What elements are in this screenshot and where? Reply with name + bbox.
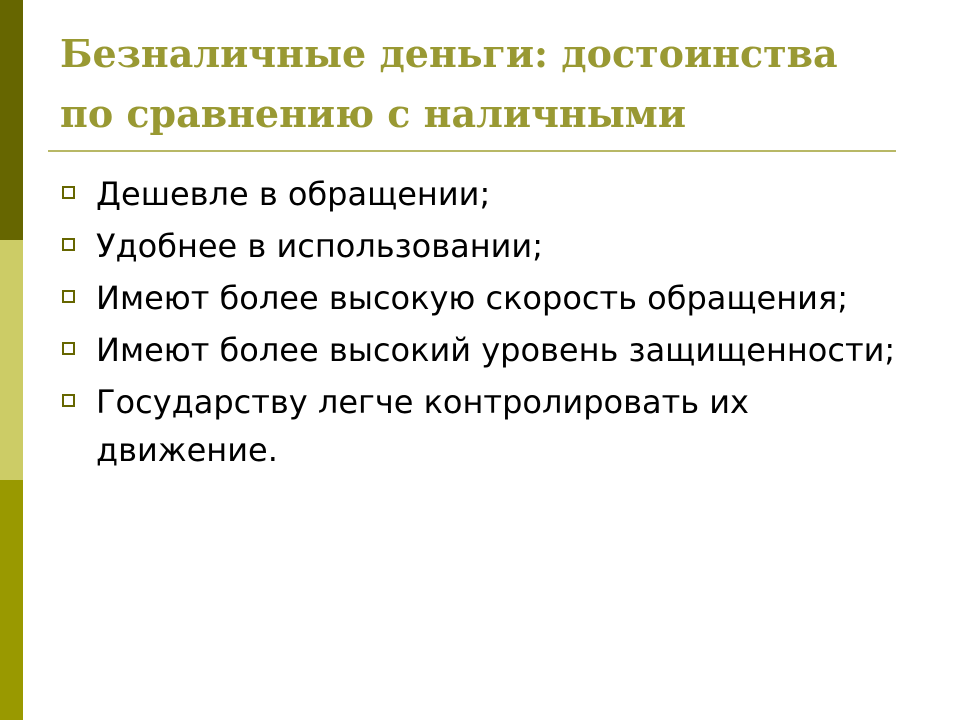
hollow-square-bullet-icon (62, 238, 75, 251)
bullet-item (62, 274, 922, 322)
bullet-item (62, 326, 922, 374)
bullet-text: Государству легче контролировать их движение. (96, 383, 749, 469)
bullet-text: Дешевле в обращении; (96, 175, 491, 213)
bullet-list (62, 170, 922, 478)
sidebar-band-mid (0, 480, 23, 720)
bullet-item (62, 222, 922, 270)
bullet-item (62, 378, 922, 474)
slide-title: Безналичные деньги: достоинства по сравнению с наличными (60, 31, 838, 136)
title-divider (48, 150, 896, 152)
hollow-square-bullet-icon (62, 342, 75, 355)
bullet-text: Имеют более высокую скорость обращения; (96, 279, 848, 317)
decorative-sidebar (0, 0, 23, 720)
sidebar-band-light (0, 240, 23, 480)
bullet-text: Удобнее в использовании; (96, 227, 543, 265)
hollow-square-bullet-icon (62, 394, 75, 407)
bullet-text: Имеют более высокий уровень защищенности; (96, 331, 896, 369)
bullet-item (62, 170, 922, 218)
hollow-square-bullet-icon (62, 290, 75, 303)
hollow-square-bullet-icon (62, 186, 75, 199)
sidebar-band-dark (0, 0, 23, 240)
